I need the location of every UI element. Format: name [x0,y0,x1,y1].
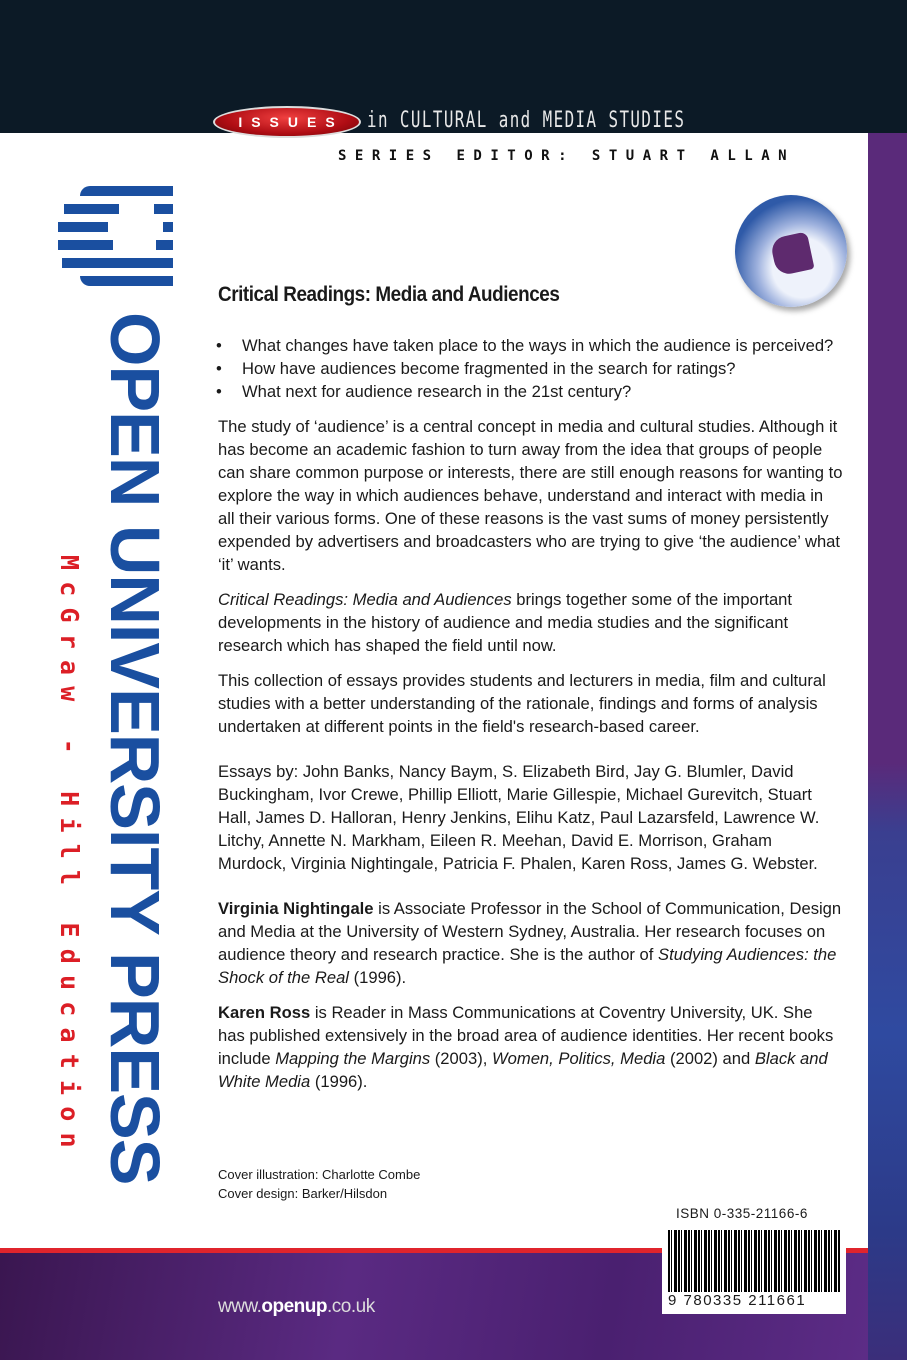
book-title-inline: Critical Readings: Media and Audiences [218,590,512,609]
barcode [662,1226,846,1314]
book-ref: Black and White Media [218,1049,828,1091]
cover-credits [218,1165,420,1203]
bio-text: (1996). [348,968,407,987]
essay-contributors: Essays by: John Banks, Nancy Baym, S. Elizabeth Bird, Jay G. Blumler, David Buckingham, Ivor Crewe, Phillip Elliott, Marie Gillespie, Michael Gurevitch, Stuart Hall, James D. Halloran, Henry Jenkins, Elihu Katz, Paul Lazarsfeld, Lawrence W. Litchy, Annette N. Markham, Eileen R. Meehan, David E. Morrison, Graham Murdock, Virginia Nightingale, Patricia F. Phalen, Karen Ross, James G. Webster. [218,762,820,873]
bio-text: (2003), [430,1049,492,1068]
bio-text: is Reader in Mass Communications at Coventry University, UK. She has published extensively in the broad area of audience identities. Her recent books include [218,1003,834,1068]
paragraph-summary [218,588,843,657]
book-ref: Mapping the Margins [275,1049,431,1068]
series-editor: SERIES EDITOR: STUART ALLAN [338,148,796,164]
question-list [218,334,843,403]
url-suffix: .co.uk [327,1296,375,1317]
author-bio-nightingale [218,897,843,989]
summary-text: brings together some of the important developments in the history of audience and media studies and the significant research which has shaped the field until now. [218,590,793,655]
paragraph-intro: The study of ‘audience’ is a central concept in media and cultural studies. Although it has become an academic fashion to turn away from the idea that groups of people can share common purpose or interests, there are still enough reasons for wanting to explore the way in which audiences behave, understand and interact with media in all their various forms. One of these reasons is the vast sums of money persistently expended by advertisers and broadcasters who are trying to give ‘the audience’ what ‘it’ wants. [218,417,843,574]
credit-design: Cover design: Barker/Hilsdon [218,1186,388,1201]
barcode-number: 9 780335 211661 [668,1292,807,1309]
barcode-bars [668,1230,840,1292]
author-name: Karen Ross [218,1003,311,1022]
publisher-url[interactable] [218,1296,375,1318]
list-item: • How have audiences become fragmented in the search for ratings? [218,357,843,380]
author-name: Virginia Nightingale [218,899,374,918]
issues-badge: ISSUES [213,106,361,138]
list-item: • What changes have taken place to the ways in which the audience is perceived? [218,334,843,357]
book-title: Critical Readings: Media and Audiences [218,283,560,306]
author-bio-ross [218,1001,843,1093]
list-item: • What next for audience research in the 21st century? [218,380,843,403]
figure-illustration [769,231,814,276]
bio-text: (1996). [310,1072,368,1091]
book-ref: Studying Audiences: the Shock of the Real [218,945,837,987]
publisher-parent: McGraw - Hill Education [55,555,84,1159]
back-cover-text [218,283,843,1105]
paragraph-collection: This collection of essays provides students and lecturers in media, film and cultural studies with a better understanding of the rationale, findings and forms of analysis undertaken at different points in the field's research-based career. [218,671,826,736]
series-title: in CULTURAL and MEDIA STUDIES [367,108,686,133]
oup-logo-icon [58,186,173,286]
url-prefix: www. [218,1296,262,1317]
credit-illustration: Cover illustration: Charlotte Combe [218,1167,421,1182]
isbn: ISBN 0-335-21166-6 [676,1206,808,1221]
illustration-strip [868,133,907,1360]
bio-text: is Associate Professor in the School of Communication, Design and Media at the University of Western Sydney, Australia. Her research focuses on audience theory and research practice. She is the author of [218,899,842,964]
publisher-name: OPEN UNIVERSITY PRESS [96,312,174,1185]
url-domain: openup [261,1296,328,1317]
bio-text: (2002) and [665,1049,755,1068]
book-ref: Women, Politics, Media [491,1049,666,1068]
